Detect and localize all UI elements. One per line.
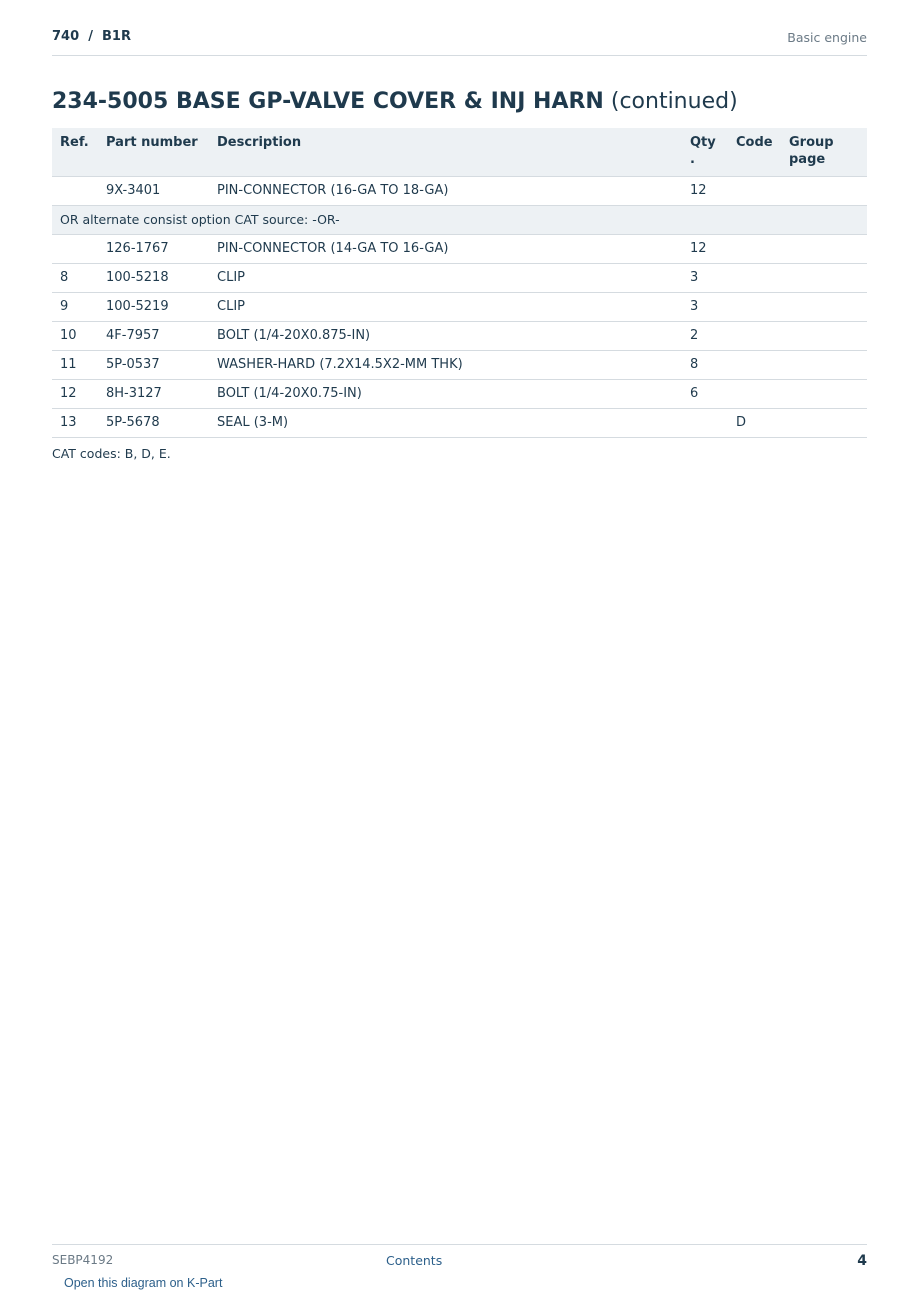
cell-part-number: 9X-3401 (98, 177, 209, 206)
column-header-ref: Ref. (52, 128, 98, 177)
cell-description: BOLT (1/4-20X0.75-IN) (209, 380, 682, 409)
parts-table (52, 128, 867, 438)
cell-ref: 8 (52, 264, 98, 293)
contents-link[interactable]: Contents (386, 1253, 443, 1268)
cell-ref: 9 (52, 293, 98, 322)
cell-code: D (728, 409, 781, 438)
cell-group-page (781, 409, 867, 438)
cell-qty: 6 (682, 380, 728, 409)
cell-code (728, 322, 781, 351)
alternate-option-row (52, 206, 867, 235)
column-header-group-page: Group page (781, 128, 867, 177)
cell-description: WASHER-HARD (7.2X14.5X2-MM THK) (209, 351, 682, 380)
cell-code (728, 380, 781, 409)
column-header-qty: Qty . (682, 128, 728, 177)
table-row (52, 351, 867, 380)
cell-group-page (781, 235, 867, 264)
cell-ref: 11 (52, 351, 98, 380)
cell-code (728, 351, 781, 380)
cell-group-page (781, 380, 867, 409)
cell-ref (52, 235, 98, 264)
cell-description: BOLT (1/4-20X0.875-IN) (209, 322, 682, 351)
table-row (52, 293, 867, 322)
page-title (52, 89, 738, 114)
cell-description: PIN-CONNECTOR (14-GA TO 16-GA) (209, 235, 682, 264)
cell-qty: 12 (682, 235, 728, 264)
column-header-description: Description (209, 128, 682, 177)
cell-part-number: 8H-3127 (98, 380, 209, 409)
open-diagram-kpart-link[interactable]: Open this diagram on K-Part (64, 1276, 223, 1290)
table-row (52, 322, 867, 351)
cell-code (728, 235, 781, 264)
cell-part-number: 5P-5678 (98, 409, 209, 438)
breadcrumb: 740 / B1R (52, 29, 131, 44)
cell-qty: 12 (682, 177, 728, 206)
table-row (52, 235, 867, 264)
document-id: SEBP4192 (52, 1253, 114, 1267)
cell-qty: 3 (682, 293, 728, 322)
cell-part-number: 5P-0537 (98, 351, 209, 380)
cell-qty: 2 (682, 322, 728, 351)
page-footer (52, 1244, 867, 1269)
cell-ref (52, 177, 98, 206)
column-header-part-number: Part number (98, 128, 209, 177)
table-row (52, 380, 867, 409)
page-title-suffix: (continued) (610, 89, 738, 114)
cell-part-number: 100-5219 (98, 293, 209, 322)
cell-code (728, 177, 781, 206)
cell-part-number: 4F-7957 (98, 322, 209, 351)
cell-description: SEAL (3-M) (209, 409, 682, 438)
cell-code (728, 264, 781, 293)
section-name: Basic engine (787, 30, 867, 45)
cell-description: PIN-CONNECTOR (16-GA TO 18-GA) (209, 177, 682, 206)
column-header-code: Code (728, 128, 781, 177)
table-row (52, 409, 867, 438)
cell-qty (682, 409, 728, 438)
cell-ref: 12 (52, 380, 98, 409)
cat-codes-note: CAT codes: B, D, E. (52, 446, 171, 461)
table-header-row (52, 128, 867, 177)
page-number: 4 (857, 1253, 867, 1269)
cell-group-page (781, 264, 867, 293)
page-header (52, 29, 867, 56)
cell-group-page (781, 177, 867, 206)
cell-part-number: 100-5218 (98, 264, 209, 293)
cell-description: CLIP (209, 264, 682, 293)
cell-group-page (781, 293, 867, 322)
page-title-main: 234-5005 BASE GP-VALVE COVER & INJ HARN (52, 89, 604, 114)
cell-qty: 8 (682, 351, 728, 380)
cell-ref: 10 (52, 322, 98, 351)
cell-code (728, 293, 781, 322)
cell-qty: 3 (682, 264, 728, 293)
table-row (52, 177, 867, 206)
table-row (52, 264, 867, 293)
cell-group-page (781, 322, 867, 351)
cell-part-number: 126-1767 (98, 235, 209, 264)
cell-description: CLIP (209, 293, 682, 322)
alternate-option-note: OR alternate consist option CAT source: -OR- (52, 206, 867, 235)
cell-group-page (781, 351, 867, 380)
cell-ref: 13 (52, 409, 98, 438)
